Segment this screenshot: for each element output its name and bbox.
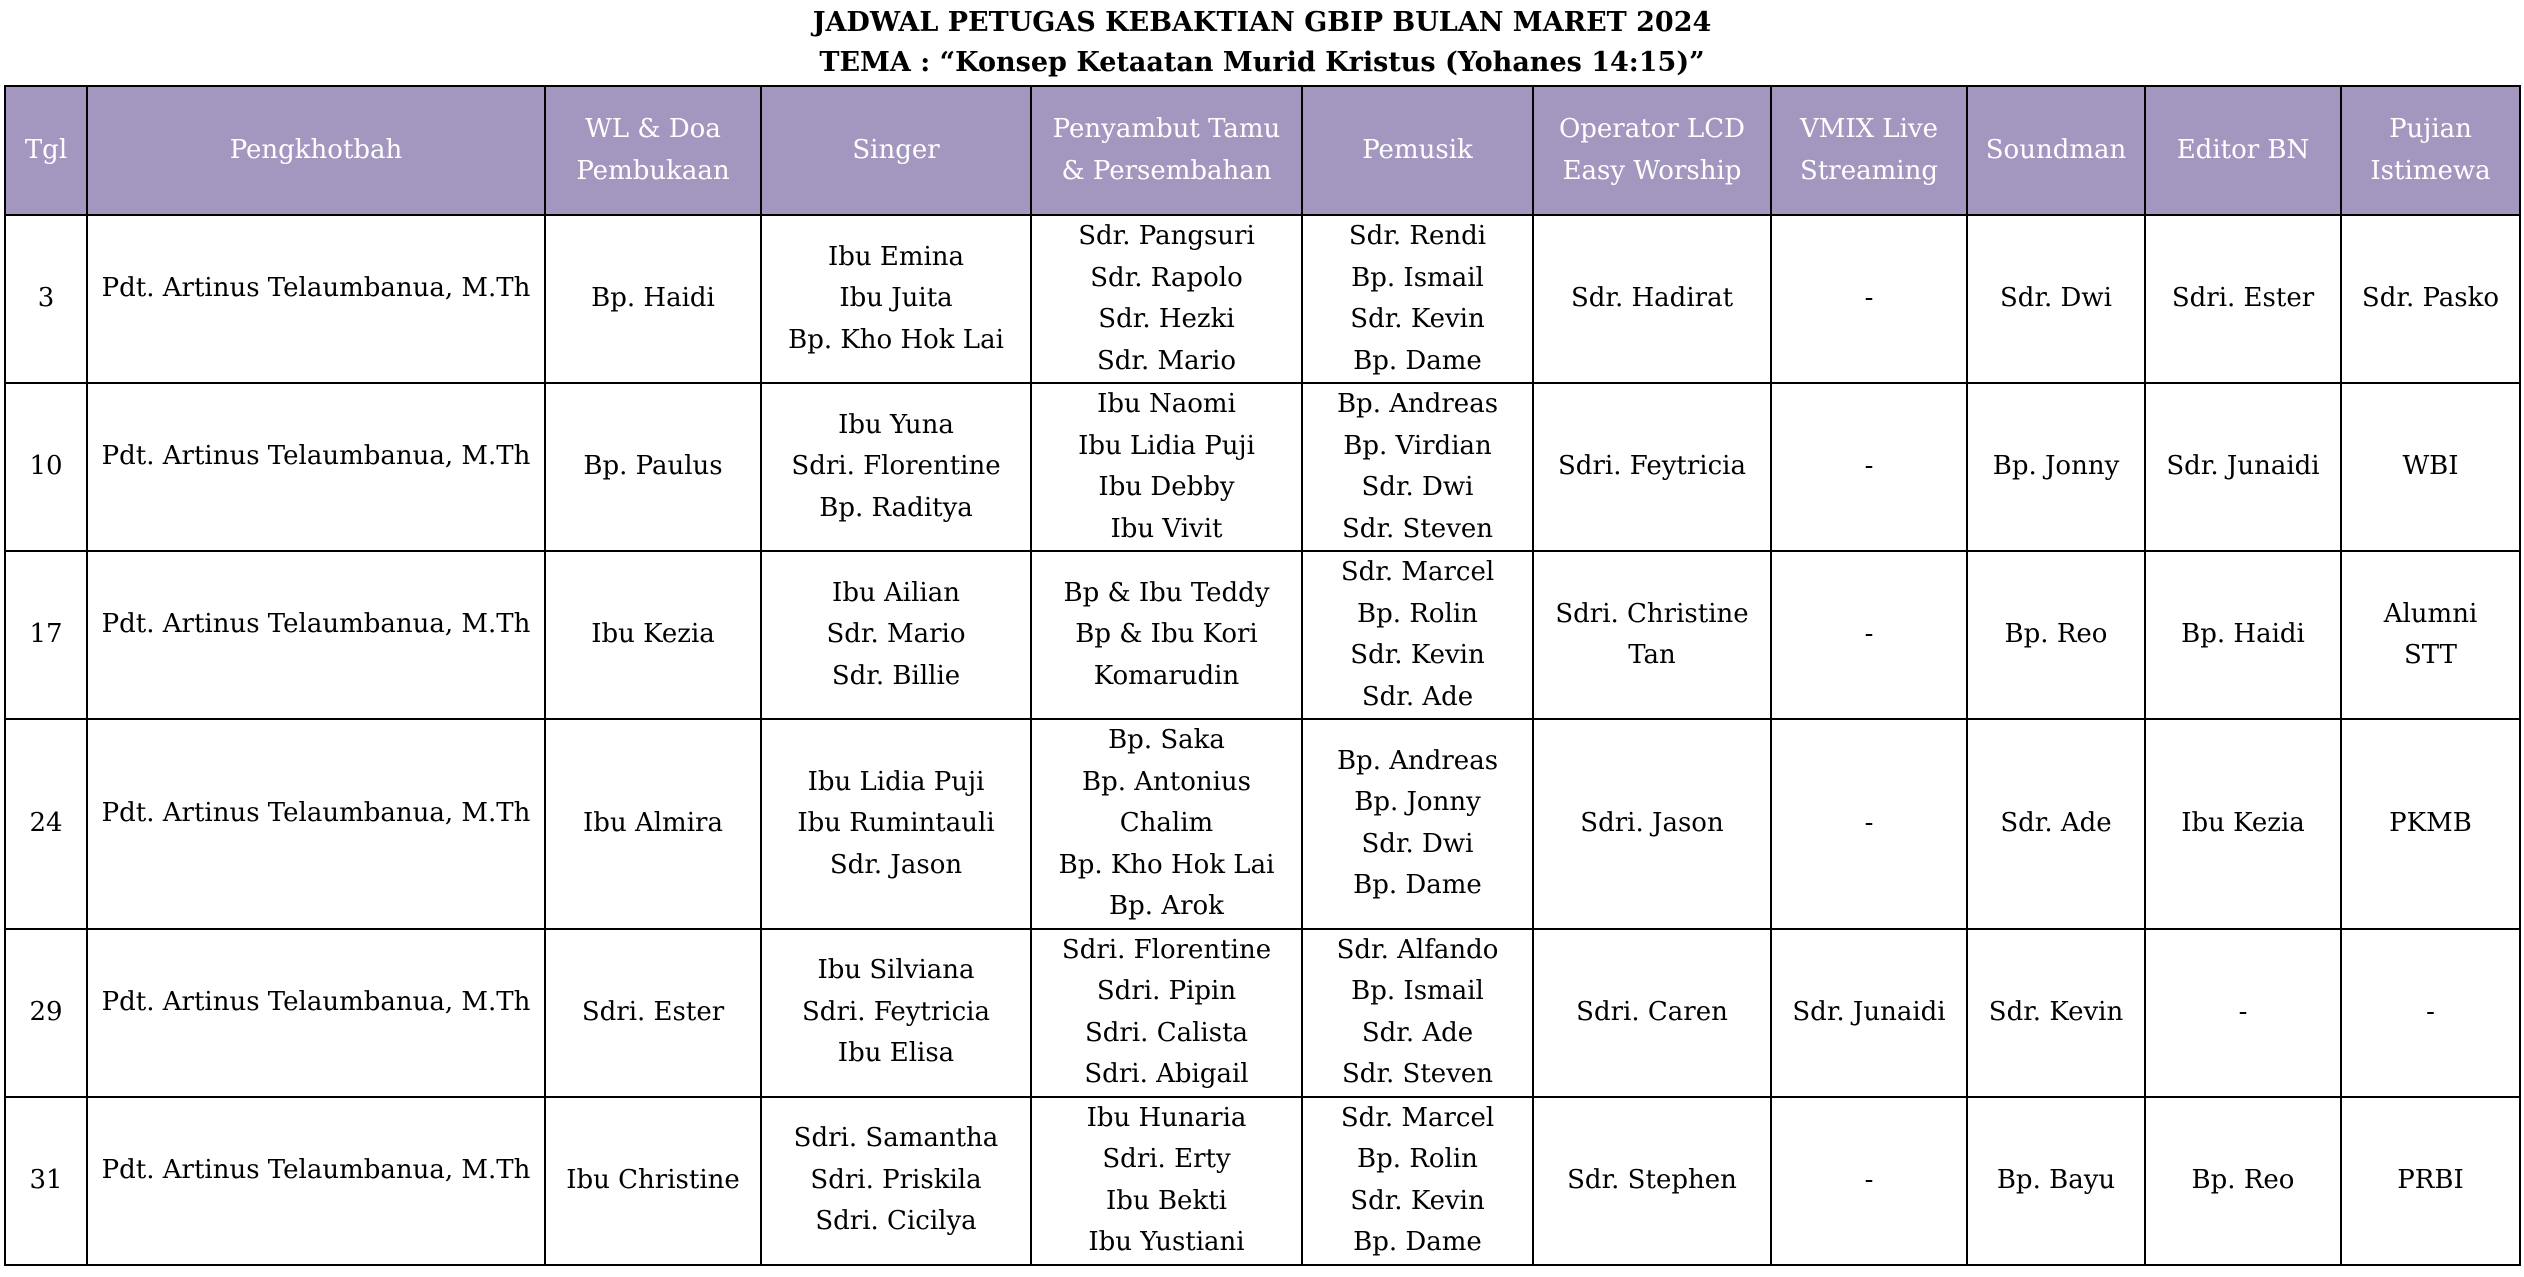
usher-cell xyxy=(1031,551,1302,719)
worship-leader-cell xyxy=(545,929,761,1097)
column-header-line: Istimewa xyxy=(2370,155,2491,186)
special-song-cell xyxy=(2341,383,2520,551)
cell-line: Bp. Andreas xyxy=(1336,745,1499,776)
operator-cell xyxy=(1533,719,1771,929)
column-header-line: Pengkhotbah xyxy=(229,134,403,165)
vmix-cell xyxy=(1771,215,1967,383)
cell-line: Sdr. Pasko xyxy=(2361,283,2500,314)
cell-line: Sdri. Florentine xyxy=(1061,934,1272,965)
usher-cell xyxy=(1031,215,1302,383)
cell-text: Sdr. Junaidi xyxy=(1792,996,1946,1027)
cell-line: Bp. Rolin xyxy=(1357,598,1478,629)
table-row xyxy=(5,551,2520,719)
column-header-penyambut-tamu-persembahan xyxy=(1031,86,1302,215)
cell-text: 3 xyxy=(37,283,55,314)
musician-cell xyxy=(1302,383,1533,551)
column-header-line: Streaming xyxy=(1800,155,1938,186)
soundman-cell xyxy=(1967,1097,2145,1265)
column-header-tgl xyxy=(5,86,87,215)
column-header-pengkhotbah xyxy=(87,86,545,215)
cell-line: Bp. Virdian xyxy=(1343,430,1492,461)
cell-line: Bp & Ibu Teddy xyxy=(1063,577,1270,608)
cell-line: Bp. Kho Hok Lai xyxy=(788,324,1004,355)
column-header-line: Tgl xyxy=(24,134,68,165)
table-row xyxy=(5,929,2520,1097)
cell-line: Ibu Yustiani xyxy=(1088,1227,1245,1257)
cell-line: Sdri. Samantha xyxy=(793,1123,999,1154)
soundman-cell xyxy=(1967,215,2145,383)
preacher-cell xyxy=(87,719,545,929)
vmix-cell xyxy=(1771,1097,1967,1265)
soundman-cell xyxy=(1967,551,2145,719)
worship-leader-cell xyxy=(545,719,761,929)
cell-text: Pdt. Artinus Telaumbanua, M.Th xyxy=(101,1154,531,1185)
vmix-cell xyxy=(1771,383,1967,551)
vmix-cell xyxy=(1771,551,1967,719)
cell-line: Ibu Ailian xyxy=(832,577,960,608)
worship-leader-cell xyxy=(545,1097,761,1265)
column-header-singer xyxy=(761,86,1031,215)
editor-cell xyxy=(2145,551,2341,719)
vmix-cell xyxy=(1771,719,1967,929)
cell-line: Sdr. Rendi xyxy=(1348,221,1487,251)
cell-line: Sdri. Feytricia xyxy=(802,996,990,1027)
cell-line: Ibu Naomi xyxy=(1097,389,1236,419)
page-title: JADWAL PETUGAS KEBAKTIAN GBIP BULAN MARET 2024 xyxy=(812,7,1712,38)
cell-line: Bp. Dame xyxy=(1353,345,1482,376)
cell-line: Bp. Andreas xyxy=(1336,389,1499,419)
cell-text: Pdt. Artinus Telaumbanua, M.Th xyxy=(101,441,531,472)
column-header-soundman xyxy=(1967,86,2145,215)
table-row xyxy=(5,215,2520,383)
table-row xyxy=(5,1097,2520,1265)
cell-line: Tan xyxy=(1628,640,1676,670)
cell-text: Bp. Jonny xyxy=(1992,451,2120,482)
cell-text: - xyxy=(1864,619,1874,650)
special-song-cell xyxy=(2341,551,2520,719)
column-header-wl-doa-pembukaan xyxy=(545,86,761,215)
cell-line: PKMB xyxy=(2389,808,2472,838)
cell-line: Ibu Lidia Puji xyxy=(807,766,985,797)
cell-text: 17 xyxy=(29,619,63,650)
cell-line: Ibu Bekti xyxy=(1106,1185,1227,1216)
cell-line: Sdr. Kevin xyxy=(1350,304,1485,334)
singer-cell xyxy=(761,1097,1031,1265)
cell-line: Sdr. Mario xyxy=(1096,345,1237,376)
preacher-cell xyxy=(87,551,545,719)
preacher-cell xyxy=(87,929,545,1097)
preacher-cell xyxy=(87,215,545,383)
singer-cell xyxy=(761,929,1031,1097)
date-cell xyxy=(5,383,87,551)
usher-cell xyxy=(1031,1097,1302,1265)
singer-cell xyxy=(761,215,1031,383)
cell-text: Bp. Haidi xyxy=(591,283,715,314)
table-header xyxy=(5,86,2520,215)
operator-cell xyxy=(1533,383,1771,551)
cell-line: Ibu Vivit xyxy=(1110,513,1223,544)
cell-line: Bp. Rolin xyxy=(1357,1144,1478,1174)
musician-cell xyxy=(1302,551,1533,719)
usher-cell xyxy=(1031,719,1302,929)
column-header-pemusik xyxy=(1302,86,1533,215)
cell-text: 29 xyxy=(29,996,63,1027)
cell-line: Ibu Silviana xyxy=(817,955,975,986)
cell-text: 10 xyxy=(29,451,63,482)
cell-line: Sdri. Calista xyxy=(1084,1017,1249,1048)
date-cell xyxy=(5,929,87,1097)
musician-cell xyxy=(1302,719,1533,929)
cell-line: Sdr. Hadirat xyxy=(1570,283,1734,314)
cell-text: Ibu Almira xyxy=(583,808,723,838)
editor-cell xyxy=(2145,1097,2341,1265)
cell-line: Ibu Lidia Puji xyxy=(1078,430,1255,461)
cell-text: Sdri. Ester xyxy=(2171,283,2315,314)
cell-line: Sdr. Dwi xyxy=(1361,472,1474,502)
cell-text: Pdt. Artinus Telaumbanua, M.Th xyxy=(101,609,531,640)
table-row xyxy=(5,383,2520,551)
cell-line: Bp & Ibu Kori xyxy=(1075,619,1258,650)
column-header-line: Singer xyxy=(852,134,940,165)
cell-text: Sdr. Kevin xyxy=(1988,996,2124,1027)
column-header-line: Pemusik xyxy=(1362,134,1473,165)
singer-cell xyxy=(761,719,1031,929)
column-header-line: WL & Doa xyxy=(585,114,721,144)
cell-line: Sdri. Caren xyxy=(1576,996,1728,1027)
cell-line: Sdr. Stephen xyxy=(1567,1164,1737,1195)
cell-text: Sdr. Ade xyxy=(2000,808,2112,838)
date-cell xyxy=(5,551,87,719)
cell-line: Ibu Hunaria xyxy=(1086,1102,1247,1133)
special-song-cell xyxy=(2341,215,2520,383)
document-header xyxy=(0,0,2524,83)
cell-text: Bp. Bayu xyxy=(1996,1164,2116,1195)
cell-line: Alumni xyxy=(2383,598,2478,629)
cell-line: Sdr. Kevin xyxy=(1350,640,1485,670)
cell-line: Sdri. Pipin xyxy=(1096,976,1237,1006)
cell-line: Sdr. Jason xyxy=(829,849,963,880)
special-song-cell xyxy=(2341,719,2520,929)
column-header-line: & Persembahan xyxy=(1061,155,1272,186)
column-header-line: Penyambut Tamu xyxy=(1052,114,1281,144)
usher-cell xyxy=(1031,383,1302,551)
editor-cell xyxy=(2145,719,2341,929)
cell-line: Sdr. Marcel xyxy=(1340,557,1495,587)
soundman-cell xyxy=(1967,383,2145,551)
editor-cell xyxy=(2145,215,2341,383)
cell-text: Bp. Paulus xyxy=(583,451,723,482)
musician-cell xyxy=(1302,215,1533,383)
cell-text: Bp. Reo xyxy=(2191,1164,2295,1195)
cell-line: Bp. Kho Hok Lai xyxy=(1058,849,1275,880)
worship-leader-cell xyxy=(545,215,761,383)
cell-line: Sdr. Steven xyxy=(1341,1059,1494,1089)
date-cell xyxy=(5,1097,87,1265)
column-header-line: Operator LCD xyxy=(1558,114,1746,144)
cell-line: Bp. Ismail xyxy=(1351,976,1484,1006)
cell-line: Sdr. Mario xyxy=(826,619,966,650)
cell-line: Komarudin xyxy=(1093,660,1240,691)
date-cell xyxy=(5,215,87,383)
cell-line: Sdr. Steven xyxy=(1341,513,1494,544)
cell-text: Sdr. Junaidi xyxy=(2166,451,2320,482)
musician-cell xyxy=(1302,929,1533,1097)
cell-line: Bp. Arok xyxy=(1109,891,1224,921)
cell-text: Sdri. Ester xyxy=(581,996,725,1027)
page-theme: TEMA : “Konsep Ketaatan Murid Kristus (Yohanes 14:15)” xyxy=(819,47,1705,78)
column-header-line: Easy Worship xyxy=(1562,155,1742,186)
cell-line: Ibu Elisa xyxy=(837,1038,955,1069)
cell-line: Sdr. Kevin xyxy=(1350,1185,1485,1216)
table-body xyxy=(5,215,2520,1265)
cell-text: Pdt. Artinus Telaumbanua, M.Th xyxy=(101,798,531,828)
cell-line: Sdr. Billie xyxy=(831,660,961,691)
preacher-cell xyxy=(87,383,545,551)
column-header-line: Pembukaan xyxy=(576,155,730,186)
cell-line: Sdr. Marcel xyxy=(1340,1102,1495,1133)
column-header-line: Soundman xyxy=(1985,134,2127,165)
cell-line: Chalim xyxy=(1119,808,1214,838)
cell-line: Ibu Yuna xyxy=(838,409,954,440)
operator-cell xyxy=(1533,215,1771,383)
column-header-line: Editor BN xyxy=(2176,134,2310,165)
singer-cell xyxy=(761,383,1031,551)
cell-line: Sdr. Dwi xyxy=(1361,828,1474,859)
cell-line: WBI xyxy=(2402,451,2459,482)
special-song-cell xyxy=(2341,929,2520,1097)
cell-line: Sdri. Priskila xyxy=(810,1164,982,1195)
cell-line: Sdr. Ade xyxy=(1361,1017,1474,1048)
cell-line: Bp. Saka xyxy=(1108,725,1225,755)
header-row xyxy=(5,86,2520,215)
cell-text: Ibu Christine xyxy=(566,1164,740,1195)
operator-cell xyxy=(1533,1097,1771,1265)
cell-line: Ibu Debby xyxy=(1098,472,1235,502)
cell-line: Bp. Dame xyxy=(1353,1227,1482,1257)
cell-line: Sdri. Jason xyxy=(1580,808,1724,838)
cell-text: 24 xyxy=(29,808,63,838)
cell-text: - xyxy=(1864,283,1874,314)
cell-line: Sdri. Erty xyxy=(1102,1144,1231,1174)
cell-text: Ibu Kezia xyxy=(2181,808,2305,838)
operator-cell xyxy=(1533,929,1771,1097)
cell-line: Sdri. Christine xyxy=(1555,598,1749,629)
cell-line: Sdri. Florentine xyxy=(791,451,1001,482)
cell-text: Ibu Kezia xyxy=(591,619,715,650)
editor-cell xyxy=(2145,383,2341,551)
cell-text: - xyxy=(1864,808,1874,838)
column-header-pujian-istimewa xyxy=(2341,86,2520,215)
column-header-operator-lcd xyxy=(1533,86,1771,215)
cell-line: Sdr. Alfando xyxy=(1336,934,1499,965)
cell-text: 31 xyxy=(29,1164,63,1195)
cell-line: Bp. Ismail xyxy=(1351,262,1484,293)
cell-line: Bp. Dame xyxy=(1353,870,1482,901)
cell-line: Sdri. Abigail xyxy=(1084,1059,1249,1089)
usher-cell xyxy=(1031,929,1302,1097)
worship-leader-cell xyxy=(545,383,761,551)
vmix-cell xyxy=(1771,929,1967,1097)
preacher-cell xyxy=(87,1097,545,1265)
column-header-line: Pujian xyxy=(2389,114,2472,144)
cell-text: Bp. Haidi xyxy=(2181,619,2305,650)
cell-line: - xyxy=(2426,996,2435,1027)
editor-cell xyxy=(2145,929,2341,1097)
cell-line: Sdr. Pangsuri xyxy=(1078,221,1255,251)
cell-line: Sdr. Hezki xyxy=(1098,304,1235,334)
date-cell xyxy=(5,719,87,929)
cell-line: Bp. Raditya xyxy=(819,492,973,523)
operator-cell xyxy=(1533,551,1771,719)
cell-text: Pdt. Artinus Telaumbanua, M.Th xyxy=(101,986,531,1017)
cell-text: - xyxy=(2238,996,2248,1027)
cell-text: Sdr. Dwi xyxy=(2000,283,2112,314)
cell-line: Ibu Juita xyxy=(839,283,953,314)
special-song-cell xyxy=(2341,1097,2520,1265)
column-header-vmix-live-streaming xyxy=(1771,86,1967,215)
musician-cell xyxy=(1302,1097,1533,1265)
worship-leader-cell xyxy=(545,551,761,719)
soundman-cell xyxy=(1967,929,2145,1097)
column-header-editor-bn xyxy=(2145,86,2341,215)
cell-line: STT xyxy=(2404,640,2457,670)
cell-line: Sdr. Ade xyxy=(1361,681,1474,712)
cell-text: Pdt. Artinus Telaumbanua, M.Th xyxy=(101,273,531,304)
column-header-line: VMIX Live xyxy=(1799,114,1939,144)
cell-text: - xyxy=(1864,1164,1874,1195)
cell-line: Bp. Jonny xyxy=(1354,787,1481,818)
cell-text: - xyxy=(1864,451,1874,482)
schedule-table xyxy=(4,85,2521,1266)
soundman-cell xyxy=(1967,719,2145,929)
cell-line: Ibu Rumintauli xyxy=(797,808,995,838)
cell-line: Sdri. Cicilya xyxy=(815,1206,977,1237)
cell-line: Ibu Emina xyxy=(827,241,965,272)
cell-line: Bp. Antonius xyxy=(1081,766,1252,797)
cell-line: Sdri. Feytricia xyxy=(1558,451,1746,482)
cell-line: Sdr. Rapolo xyxy=(1090,262,1243,293)
table-row xyxy=(5,719,2520,929)
singer-cell xyxy=(761,551,1031,719)
cell-text: Bp. Reo xyxy=(2004,619,2108,650)
cell-line: PRBI xyxy=(2397,1164,2464,1195)
